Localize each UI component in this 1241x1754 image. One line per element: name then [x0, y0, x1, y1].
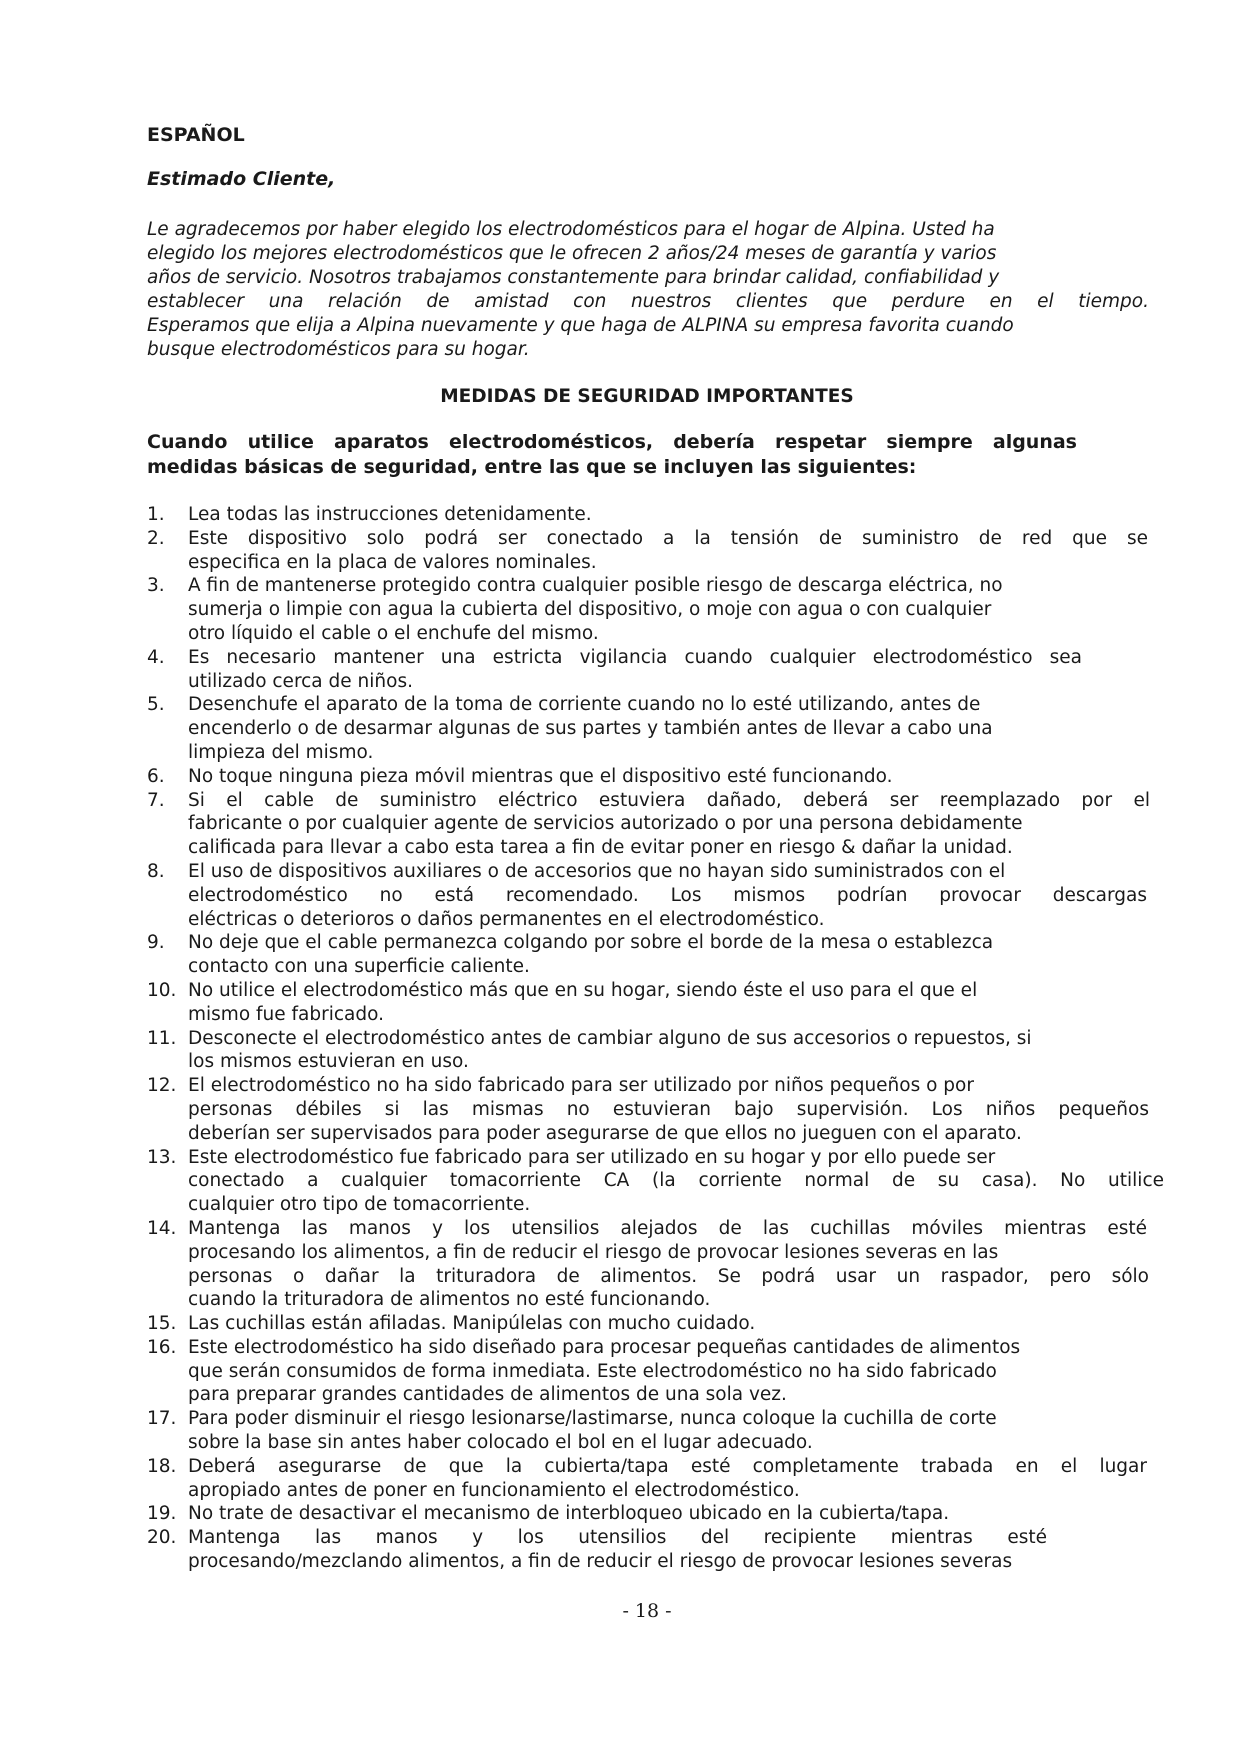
rule-text-line: para preparar grandes cantidades de alimentos de una sola vez.	[188, 1384, 787, 1406]
rule-item	[147, 693, 1177, 764]
intro-line: busque electrodomésticos para su hogar.	[147, 339, 530, 360]
rule-number: 6.	[147, 765, 165, 787]
rule-text-line: fabricante o por cualquier agente de servicios autorizado o por una persona debidamente	[188, 813, 1023, 835]
language-heading: ESPAÑOL	[147, 124, 245, 146]
intro-line: Esperamos que elija a Alpina nuevamente y que haga de ALPINA su empresa favorita cuando	[147, 315, 1014, 336]
safety-heading: MEDIDAS DE SEGURIDAD IMPORTANTES	[440, 386, 854, 407]
rule-item	[147, 527, 1177, 575]
intro-paragraph	[147, 218, 1177, 362]
rule-item	[147, 574, 1177, 645]
intro-line: años de servicio. Nosotros trabajamos constantemente para brindar calidad, confiabilidad y	[147, 267, 1000, 288]
rule-text-line: Es necesario mantener una estricta vigilancia cuando cualquier electrodoméstico sea	[188, 646, 1082, 668]
rule-text-line: A fin de mantenerse protegido contra cualquier posible riesgo de descarga eléctrica, no	[188, 575, 1003, 597]
rule-text-line: Si el cable de suministro eléctrico estuviera dañado, deberá ser reemplazado por el	[188, 789, 1150, 811]
rule-number: 2.	[147, 527, 165, 549]
page-number: - 18 -	[622, 1600, 672, 1622]
rule-item	[147, 1146, 1177, 1217]
rule-item	[147, 789, 1177, 860]
rule-number: 8.	[147, 860, 165, 882]
rule-item	[147, 503, 1177, 527]
rule-text-line: Para poder disminuir el riesgo lesionarse/lastimarse, nunca coloque la cuchilla de corte	[188, 1408, 997, 1430]
rule-text-line: deberían ser supervisados para poder asegurarse de que ellos no jueguen con el aparato.	[188, 1122, 1022, 1144]
rule-text-line: sobre la base sin antes haber colocado el bol en el lugar adecuado.	[188, 1432, 813, 1454]
rule-text-line: Desenchufe el aparato de la toma de corriente cuando no lo esté utilizando, antes de	[188, 694, 981, 716]
rule-text-line: El electrodoméstico no ha sido fabricado para ser utilizado por niños pequeños o por	[188, 1075, 974, 1097]
rule-text-line: Las cuchillas están afiladas. Manipúlelas con mucho cuidado.	[188, 1313, 756, 1335]
rule-text-line: personas débiles si las mismas no estuvieran bajo supervisión. Los niños pequeños	[188, 1098, 1149, 1120]
rule-text-line: electrodoméstico no está recomendado. Los mismos podrían provocar descargas	[188, 884, 1147, 906]
rule-text-line: personas o dañar la trituradora de alimentos. Se podrá usar un raspador, pero sólo	[188, 1265, 1149, 1287]
rule-text-line: cuando la trituradora de alimentos no esté funcionando.	[188, 1289, 711, 1311]
rule-number: 16.	[147, 1336, 177, 1358]
rule-text-line: los mismos estuvieran en uso.	[188, 1051, 469, 1073]
safety-rules-list	[147, 503, 1177, 1574]
rule-number: 4.	[147, 646, 165, 668]
safety-intro	[147, 430, 1077, 480]
rule-text-line: Deberá asegurarse de que la cubierta/tapa esté completamente trabada en el lugar	[188, 1455, 1147, 1477]
rule-item	[147, 646, 1177, 694]
rule-item	[147, 1074, 1177, 1145]
intro-line: Le agradecemos por haber elegido los electrodomésticos para el hogar de Alpina. Usted ha	[147, 219, 995, 240]
rule-text-line: que serán consumidos de forma inmediata. Este electrodoméstico no ha sido fabricado	[188, 1360, 997, 1382]
rule-item	[147, 765, 1177, 789]
greeting: Estimado Cliente,	[147, 168, 336, 190]
safety-intro-line: Cuando utilice aparatos electrodomésticos, debería respetar siempre algunas	[147, 431, 1077, 453]
rule-text-line: El uso de dispositivos auxiliares o de accesorios que no hayan sido suministrados con el	[188, 860, 1006, 882]
rule-text-line: Lea todas las instrucciones detenidamente.	[188, 504, 592, 525]
rule-text-line: sumerja o limpie con agua la cubierta del dispositivo, o moje con agua o con cualquier	[188, 599, 992, 621]
rule-item	[147, 1027, 1177, 1075]
rule-text-line: Este electrodoméstico ha sido diseñado para procesar pequeñas cantidades de alimentos	[188, 1336, 1021, 1358]
rule-number: 1.	[147, 504, 165, 525]
rule-text-line: No trate de desactivar el mecanismo de interbloqueo ubicado en la cubierta/tapa.	[188, 1503, 950, 1525]
rule-text-line: limpieza del mismo.	[188, 741, 374, 763]
rule-number: 20.	[147, 1527, 177, 1549]
rule-item	[147, 1526, 1177, 1574]
safety-intro-line: medidas básicas de seguridad, entre las que se incluyen las siguientes:	[147, 456, 917, 478]
rule-text-line: contacto con una superficie caliente.	[188, 956, 530, 978]
rule-text-line: Este dispositivo solo podrá ser conectado a la tensión de suministro de red que se	[188, 527, 1148, 549]
rule-item	[147, 931, 1177, 979]
rule-text-line: calificada para llevar a cabo esta tarea a fin de evitar poner en riesgo & dañar la unidad.	[188, 837, 1013, 859]
rule-number: 19.	[147, 1503, 177, 1525]
rule-item	[147, 1217, 1177, 1312]
rule-text-line: encenderlo o de desarmar algunas de sus partes y también antes de llevar a cabo una	[188, 718, 993, 740]
rule-number: 10.	[147, 979, 177, 1001]
rule-item	[147, 1455, 1177, 1503]
rule-number: 12.	[147, 1075, 177, 1097]
rule-item	[147, 979, 1177, 1027]
rule-text-line: procesando/mezclando alimentos, a fin de reducir el riesgo de provocar lesiones severas	[188, 1551, 1013, 1573]
rule-number: 11.	[147, 1027, 177, 1049]
rule-text-line: cualquier otro tipo de tomacorriente.	[188, 1194, 531, 1216]
rule-text-line: otro líquido el cable o el enchufe del mismo.	[188, 622, 599, 644]
rule-number: 7.	[147, 789, 165, 811]
intro-line: elegido los mejores electrodomésticos que le ofrecen 2 años/24 meses de garantía y varios	[147, 243, 997, 264]
rule-number: 17.	[147, 1408, 177, 1430]
rule-item	[147, 1312, 1177, 1336]
rule-number: 9.	[147, 932, 165, 954]
rule-text-line: Mantenga las manos y los utensilios alejados de las cuchillas móviles mientras esté	[188, 1217, 1147, 1239]
rule-text-line: No toque ninguna pieza móvil mientras que el dispositivo esté funcionando.	[188, 765, 893, 787]
rule-text-line: mismo fue fabricado.	[188, 1003, 384, 1025]
rule-text-line: especifica en la placa de valores nominales.	[188, 551, 597, 573]
rule-text-line: Este electrodoméstico fue fabricado para ser utilizado en su hogar y por ello puede ser	[188, 1146, 996, 1168]
rule-item	[147, 1336, 1177, 1407]
rule-number: 15.	[147, 1313, 177, 1335]
rule-number: 3.	[147, 575, 165, 597]
intro-line: establecer una relación de amistad con nuestros clientes que perdure en el tiempo.	[147, 291, 1149, 312]
rule-text-line: apropiado antes de poner en funcionamiento el electrodoméstico.	[188, 1479, 800, 1501]
rule-text-line: No deje que el cable permanezca colgando por sobre el borde de la mesa o establezca	[188, 932, 994, 954]
rule-item	[147, 860, 1177, 931]
rule-text-line: procesando los alimentos, a fin de reducir el riesgo de provocar lesiones severas en las	[188, 1241, 999, 1263]
rule-number: 14.	[147, 1217, 177, 1239]
rule-text-line: utilizado cerca de niños.	[188, 670, 413, 692]
rule-text-line: Desconecte el electrodoméstico antes de cambiar alguno de sus accesorios o repuestos, si	[188, 1027, 1032, 1049]
rule-text-line: conectado a cualquier tomacorriente CA (la corriente normal de su casa). No utilice	[188, 1170, 1164, 1192]
rule-item	[147, 1407, 1177, 1455]
rule-number: 13.	[147, 1146, 177, 1168]
rule-text-line: eléctricas o deterioros o daños permanentes en el electrodoméstico.	[188, 908, 825, 930]
rule-item	[147, 1502, 1177, 1526]
rule-number: 5.	[147, 694, 165, 716]
rule-number: 18.	[147, 1455, 177, 1477]
rule-text-line: Mantenga las manos y los utensilios del recipiente mientras esté	[188, 1527, 1047, 1549]
rule-text-line: No utilice el electrodoméstico más que en su hogar, siendo éste el uso para el que el	[188, 979, 978, 1001]
